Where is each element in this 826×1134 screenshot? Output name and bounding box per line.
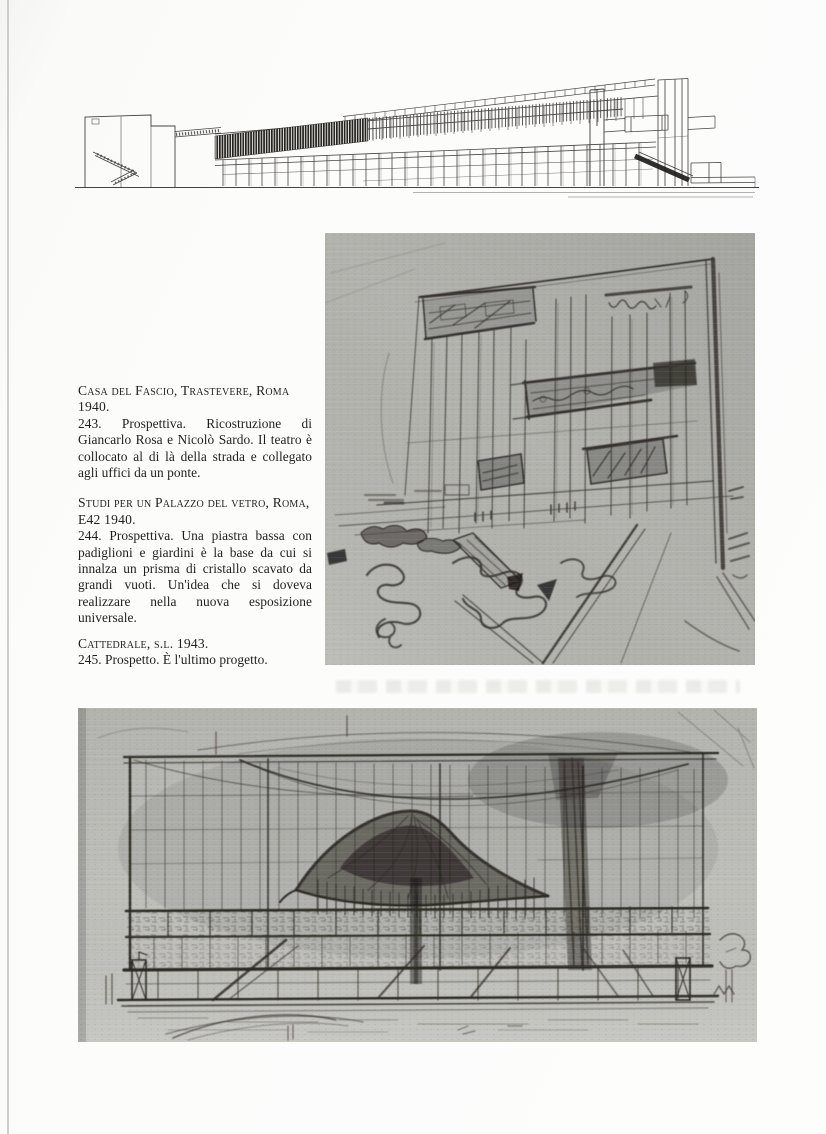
- figure-palazzo-del-vetro-sketch: [325, 233, 755, 665]
- bleed-through-text: [336, 680, 740, 693]
- caption-244-body: 244. Prospettiva. Una piastra bassa con padiglioni e giardini è la base da cui si innalza un prisma di cristallo scavato da grandi vuoti. Un'idea che si doveva realizzare nella nuova esposizione universale.: [78, 528, 312, 626]
- figure-cattedrale-sketch: [78, 708, 757, 1042]
- caption-243-heading: Casa del Fascio, Trastevere, Roma 1940.: [78, 383, 290, 415]
- scan-edge-line: [7, 0, 9, 1134]
- caption-245-heading: Cattedrale, s.l. 1943.: [78, 635, 209, 651]
- figure-casa-del-fascio-line-drawing: [63, 56, 763, 206]
- line-drawing-canvas: [63, 56, 763, 206]
- sketch-canvas: [325, 233, 755, 665]
- caption-245-body: 245. Prospetto. È l'ultimo progetto.: [78, 652, 268, 668]
- caption-243-body: 243. Prospettiva. Ricostruzione di Giancarlo Rosa e Nicolò Sardo. Il teatro è collocato al di là della strada e collegato agli uffici da un ponte.: [78, 415, 312, 481]
- cathedral-canvas: [78, 708, 757, 1042]
- caption-244: [78, 495, 312, 626]
- caption-244-heading: Studi per un Palazzo del vetro, Roma, E42 1940.: [78, 495, 310, 527]
- caption-243: [78, 383, 312, 481]
- caption-245: [78, 636, 312, 669]
- caption-column: [78, 383, 312, 683]
